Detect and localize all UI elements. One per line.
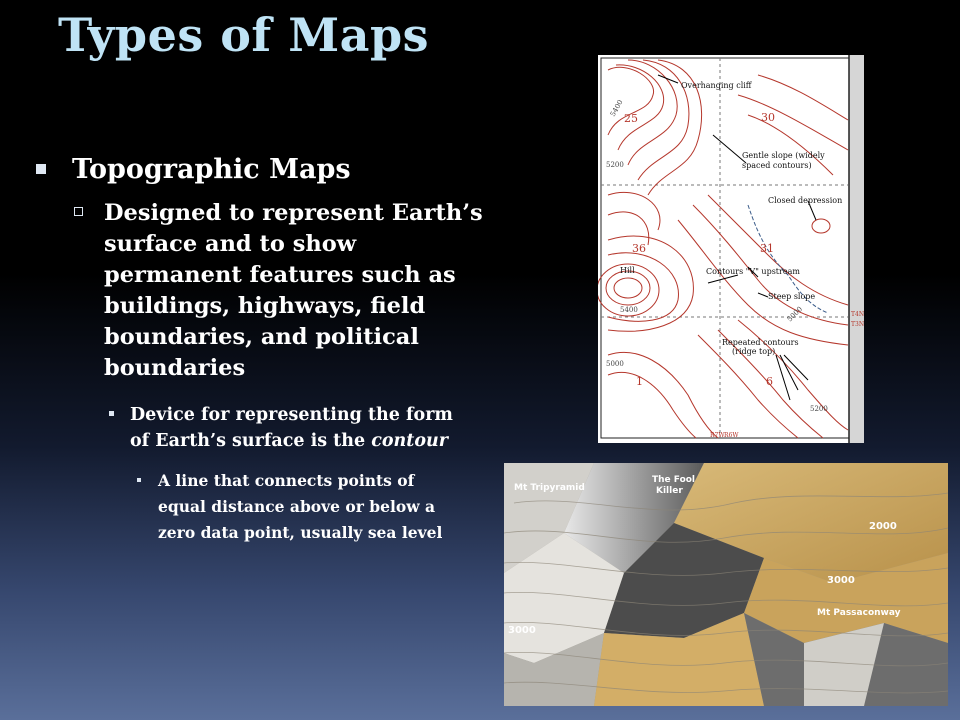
topographic-map-drawing (598, 55, 864, 443)
section-number-30: 30 (761, 111, 775, 124)
elevation-5200: 5200 (606, 161, 624, 169)
section-number-6: 6 (766, 375, 773, 388)
elevation-5400-hill: 5400 (620, 306, 638, 314)
section-number-31: 31 (760, 242, 774, 255)
label-repeated-contours-2: (ridge top) (732, 347, 776, 356)
bullet-designed-text: Designed to represent Earth’s surface and to show permanent features such as buildings, highways, field boundaries, and political boundaries (104, 200, 483, 381)
bullet-level-2 (72, 198, 484, 384)
tiny-square-bullet-icon (137, 478, 141, 482)
label-elevation-3000-left: 3000 (508, 625, 536, 636)
label-killer: Killer (656, 486, 683, 496)
label-contours-v-upstream: Contours "V" upstream (706, 267, 800, 276)
label-elevation-3000-right: 3000 (827, 575, 855, 586)
square-bullet-icon (36, 164, 46, 174)
elevation-5000: 5000 (606, 360, 624, 368)
range-r6w: R6W (724, 432, 739, 439)
bullet-topographic-maps: Topographic Maps (72, 154, 351, 185)
label-mt-passaconway: Mt Passaconway (817, 608, 901, 618)
contour-emphasis: contour (371, 431, 448, 451)
bullet-level-4 (130, 468, 463, 546)
bullet-level-1 (36, 150, 466, 190)
label-repeated-contours-1: Repeated contours (722, 338, 799, 347)
bullet-line-definition: A line that connects points of equal distance above or below a zero data point, usually sea level (158, 471, 443, 542)
label-elevation-2000: 2000 (869, 521, 897, 532)
hollow-square-bullet-icon (74, 207, 83, 216)
topographic-map-image (598, 55, 864, 443)
label-closed-depression: Closed depression (768, 196, 843, 205)
label-gentle-slope-2: spaced contours) (742, 161, 812, 170)
township-t4n: T4N (851, 311, 864, 318)
elevation-5400-top: 5400 (608, 98, 625, 118)
label-steep-slope: Steep slope (768, 292, 816, 301)
label-hill: Hill (620, 266, 635, 275)
shaded-relief-map-image (504, 463, 948, 706)
section-number-36: 36 (632, 242, 646, 255)
label-overhanging-cliff: Overhanging cliff (681, 81, 752, 90)
section-number-1: 1 (636, 375, 643, 388)
bullet-device-text: Device for representing the form of Earth’s surface is the (130, 405, 453, 451)
shaded-relief-map-drawing (504, 463, 948, 706)
slide-title: Types of Maps (58, 8, 430, 62)
range-r7w: R7W (710, 432, 725, 439)
small-square-bullet-icon (109, 411, 114, 416)
township-t3n: T3N (851, 321, 864, 328)
bullet-list (36, 150, 483, 546)
elevation-5200-bottom: 5200 (810, 405, 828, 413)
elevation-5000-steep: 5000 (785, 305, 805, 324)
label-the-fool: The Fool (652, 475, 696, 485)
label-gentle-slope-1: Gentle slope (widely (742, 151, 825, 160)
label-mt-tripyramid: Mt Tripyramid (514, 483, 585, 493)
bullet-level-3 (104, 402, 460, 454)
section-number-25: 25 (624, 112, 638, 125)
